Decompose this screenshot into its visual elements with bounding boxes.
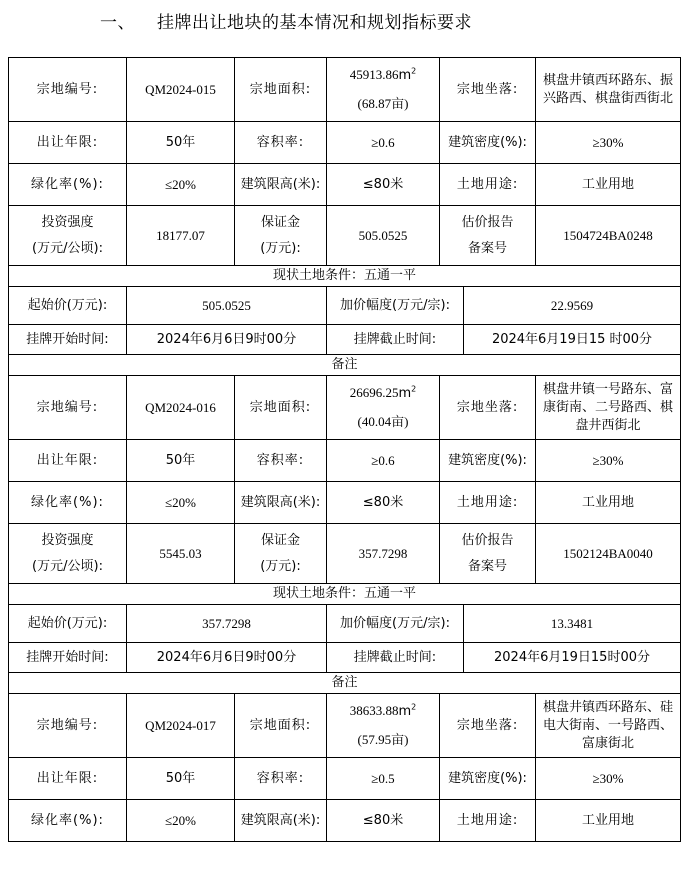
label-deposit-line1: 保证金 [260,532,300,548]
area-unit: m [398,67,412,83]
table-row [9,524,681,584]
table-row [9,206,681,266]
label-report-line2: 备案号 [468,240,508,256]
far-value: ≥0.5 [327,758,440,800]
label-parcel-no: 宗地编号: [9,694,127,758]
area-value [327,58,440,122]
label-invest-line2: (万元/公顷): [32,240,103,256]
area-sqm: 45913.86 [349,66,399,82]
increment-value: 22.9569 [464,287,681,325]
area-mu: (57.95亩) [357,731,409,747]
label-green: 绿化率(%): [9,164,127,206]
condition-row: 现状土地条件：五通一平 [9,584,681,605]
area-value [327,694,440,758]
label-area: 宗地面积: [235,694,327,758]
label-location: 宗地坐落: [440,694,536,758]
label-report-line1: 估价报告 [461,214,514,230]
green-value: ≤20% [127,164,235,206]
table-row [9,673,681,694]
condition-row: 现状土地条件：五通一平 [9,266,681,287]
density-value: ≥30% [536,758,681,800]
label-use: 土地用途: [440,800,536,842]
label-start-time: 挂牌开始时间: [9,325,127,355]
far-value: ≥0.6 [327,440,440,482]
label-use: 土地用途: [440,482,536,524]
use-value: 工业用地 [536,482,681,524]
label-term: 出让年限: [9,758,127,800]
green-value: ≤20% [127,482,235,524]
report-value: 1502124BA0040 [536,524,681,584]
label-density: 建筑密度(%): [440,122,536,164]
area-unit-sup: 2 [411,66,417,76]
label-invest-line2: (万元/公顷): [32,558,103,574]
deposit-value: 505.0525 [327,206,440,266]
parcel-no-value: QM2024-017 [127,694,235,758]
table-row [9,58,681,122]
table-row [9,440,681,482]
table-row [9,376,681,440]
label-density: 建筑密度(%): [440,758,536,800]
table-row [9,758,681,800]
label-density: 建筑密度(%): [440,440,536,482]
label-use: 土地用途: [440,164,536,206]
label-deposit [235,524,327,584]
heading-number: 一、 [100,13,135,33]
height-value: ≤80米 [327,800,440,842]
area-mu: (68.87亩) [357,95,409,111]
label-parcel-no: 宗地编号: [9,376,127,440]
table-row [9,287,681,325]
start-time-value: 2024年6月6日9时00分 [127,325,327,355]
label-green: 绿化率(%): [9,800,127,842]
label-location: 宗地坐落: [440,58,536,122]
table-row [9,164,681,206]
label-start-time: 挂牌开始时间: [9,643,127,673]
area-value [327,376,440,440]
density-value: ≥30% [536,440,681,482]
table-row [9,325,681,355]
density-value: ≥30% [536,122,681,164]
label-far: 容积率: [235,440,327,482]
table-row [9,482,681,524]
start-price-value: 357.7298 [127,605,327,643]
label-deposit-line2: (万元): [260,240,301,256]
label-height: 建筑限高(米): [235,164,327,206]
heading-title: 挂牌出让地块的基本情况和规划指标要求 [157,13,472,33]
label-start-price: 起始价(万元): [9,605,127,643]
label-invest [9,206,127,266]
label-end-time: 挂牌截止时间: [327,643,464,673]
label-height: 建筑限高(米): [235,800,327,842]
use-value: 工业用地 [536,164,681,206]
green-value: ≤20% [127,800,235,842]
height-value: ≤80米 [327,482,440,524]
use-value: 工业用地 [536,800,681,842]
term-value: 50年 [127,122,235,164]
location-value: 棋盘井镇西环路东、振兴路西、棋盘街西街北 [536,58,681,122]
page-heading [100,8,472,33]
height-value: ≤80米 [327,164,440,206]
label-start-price: 起始价(万元): [9,287,127,325]
term-value: 50年 [127,758,235,800]
area-unit-sup: 2 [411,384,417,394]
parcel-no-value: QM2024-015 [127,58,235,122]
label-far: 容积率: [235,758,327,800]
remark-row: 备注 [9,673,681,694]
remark-row: 备注 [9,355,681,376]
report-value: 1504724BA0248 [536,206,681,266]
label-term: 出让年限: [9,122,127,164]
label-deposit [235,206,327,266]
label-report-line1: 估价报告 [461,532,514,548]
parcel-no-value: QM2024-016 [127,376,235,440]
table-row [9,605,681,643]
location-value: 棋盘井镇西环路东、硅电大街南、一号路西、富康街北 [536,694,681,758]
label-end-time: 挂牌截止时间: [327,325,464,355]
label-location: 宗地坐落: [440,376,536,440]
table-row [9,694,681,758]
label-term: 出让年限: [9,440,127,482]
term-value: 50年 [127,440,235,482]
label-parcel-no: 宗地编号: [9,58,127,122]
label-report [440,206,536,266]
invest-value: 5545.03 [127,524,235,584]
label-deposit-line1: 保证金 [260,214,300,230]
area-unit: m [398,385,412,401]
far-value: ≥0.6 [327,122,440,164]
location-value: 棋盘井镇一号路东、富康街南、二号路西、棋盘井西街北 [536,376,681,440]
label-invest-line1: 投资强度 [41,214,94,230]
label-height: 建筑限高(米): [235,482,327,524]
label-green: 绿化率(%): [9,482,127,524]
area-sqm: 26696.25 [349,384,399,400]
label-far: 容积率: [235,122,327,164]
table-row [9,355,681,376]
end-time-value: 2024年6月19日15 时00分 [464,325,681,355]
label-invest [9,524,127,584]
label-report [440,524,536,584]
land-parcel-table [8,57,681,842]
table-row [9,643,681,673]
start-time-value: 2024年6月6日9时00分 [127,643,327,673]
table-row [9,800,681,842]
area-mu: (40.04亩) [357,413,409,429]
deposit-value: 357.7298 [327,524,440,584]
label-deposit-line2: (万元): [260,558,301,574]
end-time-value: 2024年6月19日15时00分 [464,643,681,673]
area-sqm: 38633.88 [349,702,399,718]
label-area: 宗地面积: [235,376,327,440]
label-increment: 加价幅度(万元/宗): [327,287,464,325]
table-row [9,584,681,605]
invest-value: 18177.07 [127,206,235,266]
table-row [9,122,681,164]
increment-value: 13.3481 [464,605,681,643]
area-unit: m [398,703,412,719]
label-increment: 加价幅度(万元/宗): [327,605,464,643]
start-price-value: 505.0525 [127,287,327,325]
label-report-line2: 备案号 [468,558,508,574]
table-row [9,266,681,287]
label-area: 宗地面积: [235,58,327,122]
label-invest-line1: 投资强度 [41,532,94,548]
area-unit-sup: 2 [411,702,417,712]
